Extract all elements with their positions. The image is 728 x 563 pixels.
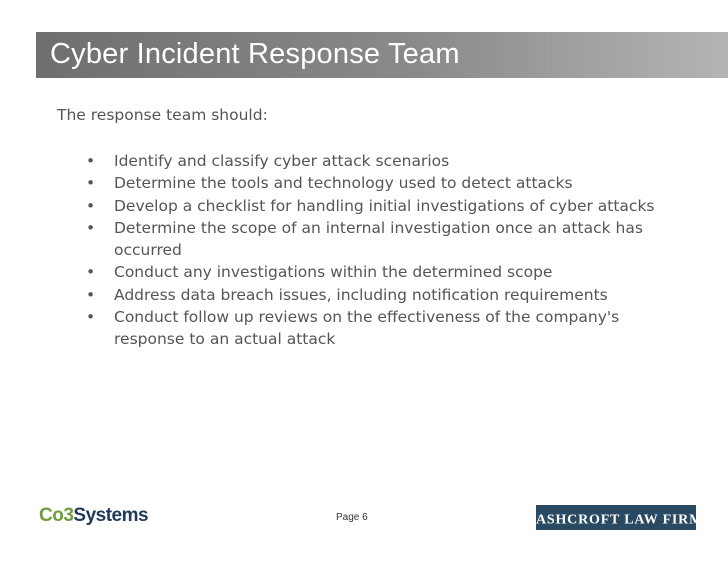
bullet-text: Identify and classify cyber attack scenarios — [114, 152, 450, 170]
bullet-text: Conduct any investigations within the determined scope — [114, 263, 553, 282]
bullet-item — [86, 172, 676, 194]
bullet-item — [86, 306, 676, 351]
bullet-icon: • — [86, 218, 96, 237]
bullet-icon: • — [86, 308, 96, 327]
ashcroft-law-firm-logo — [536, 505, 713, 530]
bullet-text: Develop a checklist for handling initial investigations of cyber attacks — [114, 196, 655, 215]
bullet-item — [86, 217, 676, 262]
bullet-item — [86, 284, 676, 306]
bullet-list — [86, 150, 676, 351]
bullet-item — [86, 261, 676, 283]
bullet-item — [86, 195, 676, 217]
bullet-text: Conduct follow up reviews on the effectiveness of the company's response to an actual attack — [114, 308, 620, 349]
bullet-text: Address data breach issues, including notification requirements — [114, 285, 608, 304]
bullet-icon: • — [86, 152, 96, 170]
bullet-icon: • — [86, 196, 96, 215]
slide-title: Cyber Incident Response Team — [50, 38, 460, 70]
bullet-icon: • — [86, 285, 96, 304]
bullet-item — [86, 150, 676, 172]
bullet-text: Determine the scope of an internal investigation once an attack has occurred — [114, 218, 643, 260]
bullet-icon: • — [86, 263, 96, 282]
bullet-icon: • — [86, 174, 96, 193]
ashcroft-logo-text: ASHCROFT LAW FIRM — [536, 512, 704, 528]
page-number: Page 6 — [336, 512, 368, 523]
systems-logo-part: Systems — [73, 505, 149, 526]
bullet-text: Determine the tools and technology used to detect attacks — [114, 174, 573, 193]
intro-text: The response team should: — [57, 106, 268, 124]
co3-logo-part: Co3 — [39, 505, 74, 526]
trademark-mark: TM — [703, 514, 713, 520]
slide-title-bar — [36, 32, 728, 78]
co3systems-logo — [39, 505, 148, 527]
